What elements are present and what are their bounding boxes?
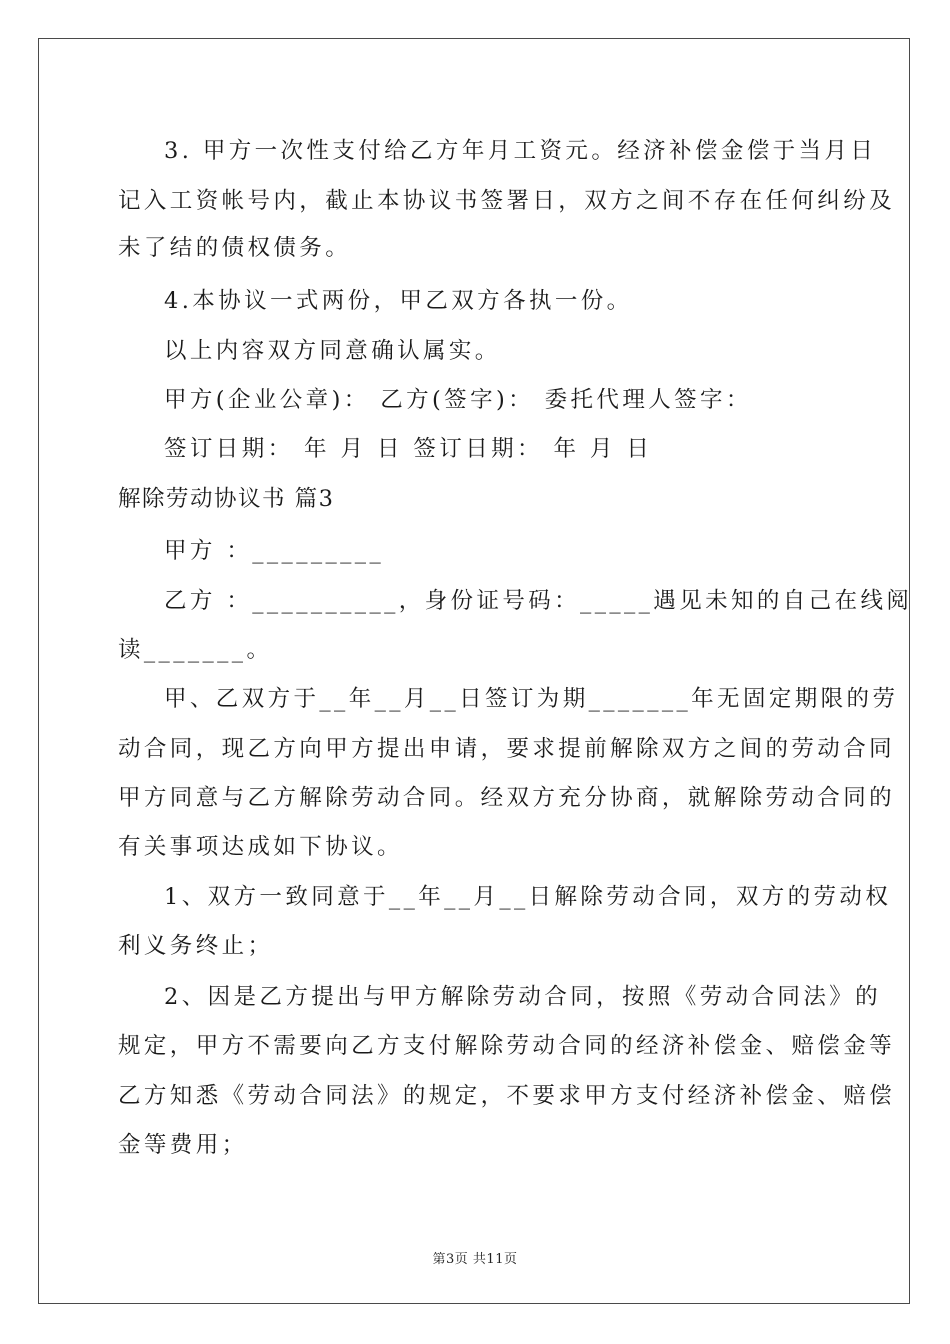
preamble-line-3: 甲方同意与乙方解除劳动合同。经双方充分协商，就解除劳动合同的 xyxy=(118,785,896,811)
signing-date-line: 签订日期： 年 月 日 签订日期： 年 月 日 xyxy=(164,436,653,462)
clause-3-line-3: 未了结的债权债务。 xyxy=(118,235,352,261)
clause-3-line-2: 记入工资帐号内，截止本协议书签署日，双方之间不存在任何纠纷及 xyxy=(118,188,896,214)
item-1-line-2: 利义务终止； xyxy=(118,933,274,959)
preamble-line-2: 动合同，现乙方向甲方提出申请，要求提前解除双方之间的劳动合同 xyxy=(118,736,896,762)
item-2-line-1: 2、因是乙方提出与甲方解除劳动合同，按照《劳动合同法》的 xyxy=(164,984,882,1010)
page-border xyxy=(38,38,913,1304)
party-a-line: 甲方 ：_________ xyxy=(164,538,385,564)
signature-parties-line: 甲方(企业公章)： 乙方(签字)： 委托代理人签字： xyxy=(164,387,752,413)
clause-4-line: 4.本协议一式两份，甲乙双方各执一份。 xyxy=(164,288,633,314)
confirmation-line: 以上内容双方同意确认属实。 xyxy=(164,338,501,364)
preamble-line-1: 甲、乙双方于__年__月__日签订为期_______年无固定期限的劳 xyxy=(164,686,899,712)
item-2-line-4: 金等费用； xyxy=(118,1132,248,1158)
item-2-line-3: 乙方知悉《劳动合同法》的规定，不要求甲方支付经济补偿金、赔偿 xyxy=(118,1083,896,1109)
clause-3-line-1: 3. 甲方一次性支付给乙方年月工资元。经济补偿金偿于当月日 xyxy=(164,138,877,164)
party-b-line-cont: 读_______。 xyxy=(118,637,273,663)
item-2-line-2: 规定，甲方不需要向乙方支付解除劳动合同的经济补偿金、赔偿金等 xyxy=(118,1033,896,1059)
preamble-line-4: 有关事项达成如下协议。 xyxy=(118,834,403,860)
item-1-line-1: 1、双方一致同意于__年__月__日解除劳动合同，双方的劳动权 xyxy=(164,884,892,910)
page-number-footer: 第3页 共11页 xyxy=(432,1252,518,1267)
section-heading: 解除劳动协议书 篇3 xyxy=(118,486,335,512)
party-b-line: 乙方 ：__________，身份证号码：_____遇见未知的自己在线阅 xyxy=(164,588,913,614)
